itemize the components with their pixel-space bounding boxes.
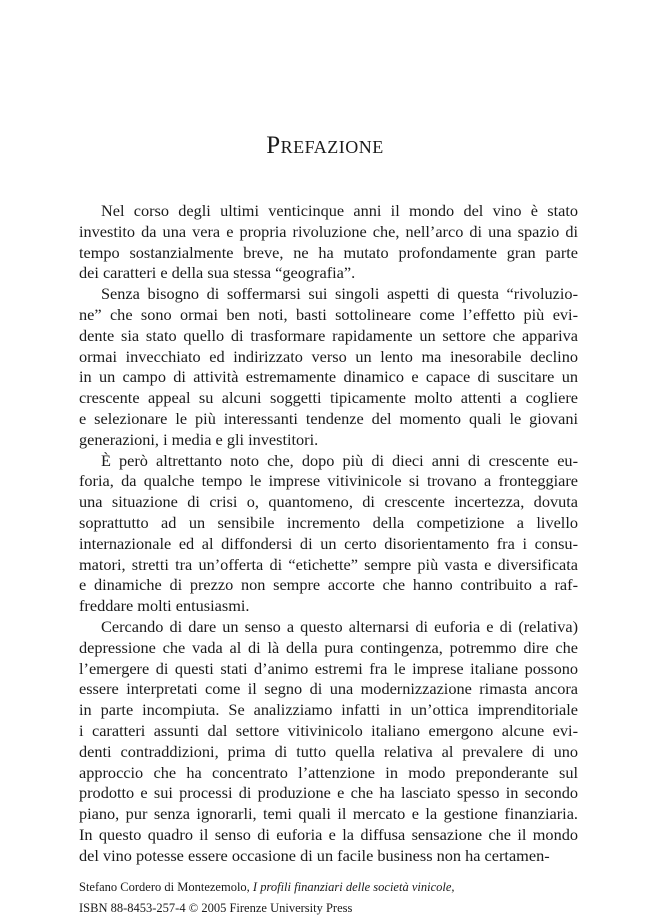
- text-line: ormai invecchiato ed indirizzato verso un lento ma inesorabile declino: [79, 346, 578, 366]
- text-line: soprattutto ad un sensibile incremento della competizione a livello: [79, 512, 578, 532]
- text-line: dente sia stato quello di trasformare rapidamente un settore che appariva: [79, 325, 578, 345]
- text-line: tempo sostanzialmente breve, ne ha mutato profondamente gran parte: [79, 242, 578, 262]
- page-title: Prefazione: [266, 132, 384, 159]
- paragraph: [79, 451, 578, 617]
- paragraph: [79, 617, 578, 867]
- text-line: approccio che ha concentrato l’attenzione in modo preponderante sul: [79, 762, 578, 782]
- text-line: l’emergere di questi stati d’animo estremi fra le imprese italiane possono: [79, 658, 578, 678]
- footer-author-line: [79, 877, 455, 898]
- text-line: una situazione di crisi o, quantomeno, di crescente incertezza, dovuta: [79, 492, 578, 512]
- footer-author: Stefano Cordero di Montezemolo,: [79, 880, 253, 894]
- paragraph: [79, 284, 578, 450]
- text-line: dei caratteri e della sua stessa “geografia”.: [79, 263, 356, 283]
- text-line: prodotto e sui processi di produzione e che ha lasciato spesso in secondo: [79, 783, 578, 803]
- text-line: essere interpretati come il segno di una modernizzazione rimasta ancora: [79, 679, 578, 699]
- body-text: [79, 201, 578, 867]
- text-line: crescente appeal su alcuni soggetti tipicamente molto attenti a cogliere: [79, 388, 578, 408]
- text-line: È però altrettanto noto che, dopo più di dieci anni di crescente eu-: [101, 450, 578, 470]
- text-line: depressione che vada al di là della pura contingenza, potremmo dire che: [79, 637, 578, 657]
- text-line: In questo quadro il senso di euforia e la diffusa sensazione che il mondo: [79, 824, 578, 844]
- text-line: piano, pur senza ignorarli, temi quali il mercato e la gestione finanziaria.: [79, 804, 578, 824]
- text-line: in un campo di attività estremamente dinamico e capace di suscitare un: [79, 367, 578, 387]
- text-line: ne” che sono ormai ben noti, basti sottolineare come l’effetto più evi-: [79, 304, 578, 324]
- footer-isbn: ISBN 88-8453-257-4 © 2005 Firenze University Press: [79, 901, 353, 915]
- text-line: generazioni, i media e gli investitori.: [79, 429, 319, 449]
- text-line: denti contraddizioni, prima di tutto quella relativa al prevalere di uno: [79, 741, 578, 761]
- text-line: e dinamiche di prezzo non sempre accorte che hanno contribuito a raf-: [79, 575, 578, 595]
- text-line: matori, stretti tra un’offerta di “etichette” sempre più vasta e diversificata: [79, 554, 578, 574]
- text-line: e selezionare le più interessanti tendenze del momento quali le giovani: [79, 408, 578, 428]
- text-line: in parte incompiuta. Se analizziamo infatti in un’ottica imprenditoriale: [79, 700, 578, 720]
- text-line: Nel corso degli ultimi venticinque anni il mondo del vino è stato: [101, 201, 578, 220]
- text-line: foria, da qualche tempo le imprese vitivinicole si trovano a fronteggiare: [79, 471, 578, 491]
- text-line: freddare molti entusiasmi.: [79, 596, 250, 616]
- text-line: i caratteri assunti dal settore vitivinicolo italiano emergono alcune evi-: [79, 720, 578, 740]
- text-line: internazionale ed al diffondersi di un certo disorientamento fra i consu-: [79, 533, 578, 553]
- footer-book-title: I profili finanziari delle società vinicole,: [252, 880, 455, 894]
- footer-citation: [79, 877, 455, 919]
- text-line: Senza bisogno di soffermarsi sui singoli aspetti di questa “rivoluzio-: [101, 284, 578, 304]
- text-line: Cercando di dare un senso a questo alternarsi di euforia e di (relativa): [101, 616, 578, 636]
- text-line: del vino potesse essere occasione di un facile business non ha certamen-: [79, 845, 550, 865]
- paragraph: [79, 201, 578, 284]
- text-line: investito da una vera e propria rivoluzione che, nell’arco di una spazio di: [79, 221, 578, 241]
